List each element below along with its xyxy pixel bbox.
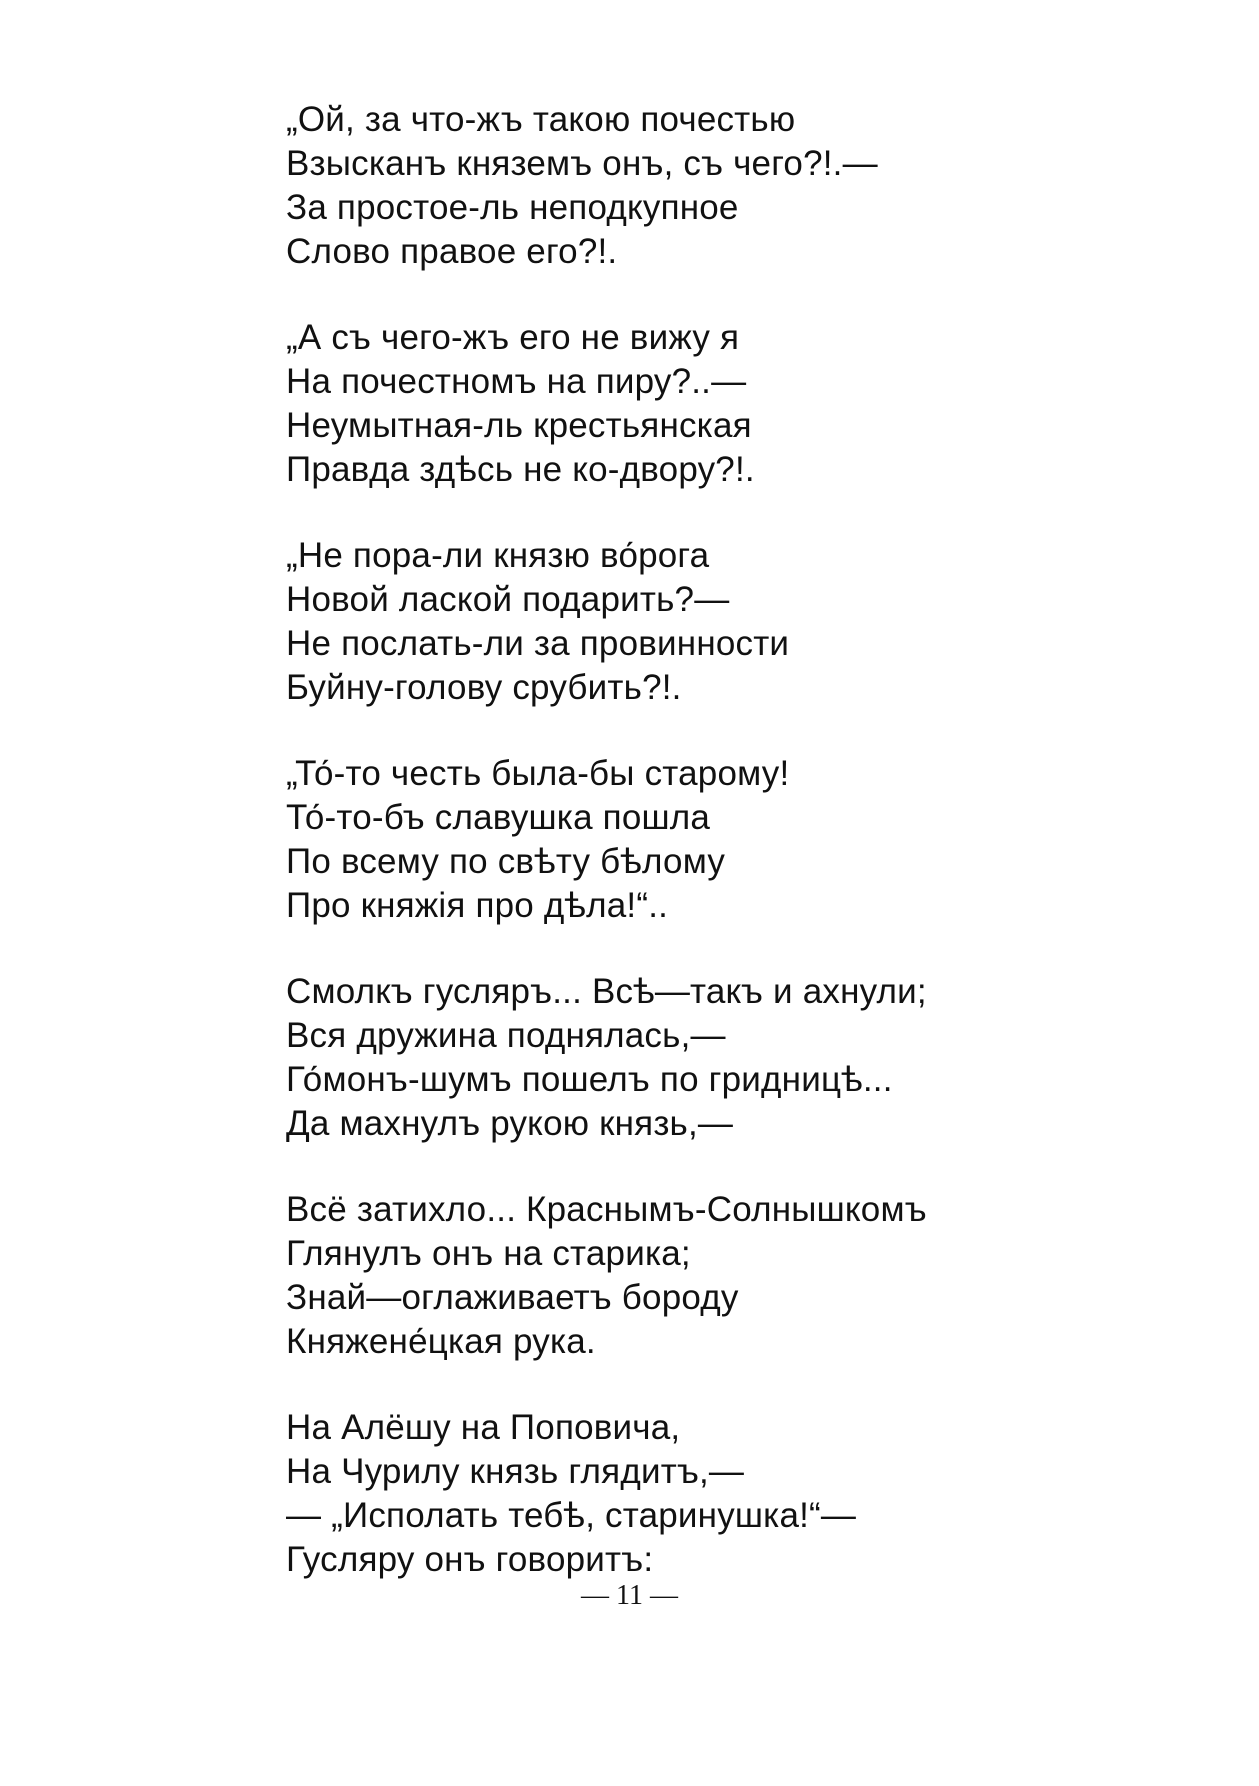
poem-line: Знай—оглаживаетъ бороду (286, 1278, 739, 1317)
poem-line: Княжене́цкая рука. (286, 1322, 596, 1361)
poem-line: Го́монъ-шумъ пошелъ по гридницѣ... (286, 1060, 893, 1099)
poem-line: На Чурилу князь глядитъ,— (286, 1452, 745, 1491)
poem-line: „Ой, за что-жъ такою почестью (286, 100, 796, 139)
stanza-3 (286, 534, 1186, 710)
poem-line: Буйну-голову срубить?!. (286, 668, 682, 707)
stanza-1 (286, 98, 1186, 274)
stanza-4 (286, 752, 1186, 928)
poem-text (286, 98, 1186, 1624)
poem-line: Да махнулъ рукою князь,— (286, 1104, 734, 1143)
poem-line: Смолкъ гусляръ... Всѣ—такъ и ахнули; (286, 972, 927, 1011)
poem-line: Всё затихло... Краснымъ-Солнышкомъ (286, 1190, 927, 1229)
poem-line: На Алёшу на Поповича, (286, 1408, 681, 1447)
stanza-7 (286, 1406, 1186, 1582)
poem-line: „То́-то честь была-бы старому! (286, 754, 790, 793)
page-number: — 11 — (581, 1580, 678, 1611)
poem-line: Правда здѣсь не ко-двору?!. (286, 450, 755, 489)
poem-line: Слово правое его?!. (286, 232, 618, 271)
poem-line: Про княжія про дѣла!“.. (286, 886, 669, 925)
stanza-2 (286, 316, 1186, 492)
poem-line: Новой лаской подарить?— (286, 580, 730, 619)
stanza-5 (286, 970, 1186, 1146)
poem-line: По всему по свѣту бѣлому (286, 842, 726, 881)
poem-line: То́-то-бъ славушка пошла (286, 798, 711, 837)
stanza-6 (286, 1188, 1186, 1364)
poem-line: Взысканъ княземъ онъ, съ чего?!.— (286, 144, 878, 183)
poem-line: Вся дружина поднялась,— (286, 1016, 726, 1055)
poem-line: — „Исполать тебѣ, старинушка!“— (286, 1496, 857, 1535)
poem-line: Глянулъ онъ на старика; (286, 1234, 691, 1273)
poem-line: „А съ чего-жъ его не вижу я (286, 318, 740, 357)
poem-line: Неумытная-ль крестьянская (286, 406, 752, 445)
poem-line: Гусляру онъ говоритъ: (286, 1540, 654, 1579)
poem-line: На почестномъ на пиру?..— (286, 362, 747, 401)
poem-line: „Не пора-ли князю во́рога (286, 536, 710, 575)
poem-line: За простое-ль неподкупное (286, 188, 739, 227)
poem-line: Не послать-ли за провинности (286, 624, 790, 663)
